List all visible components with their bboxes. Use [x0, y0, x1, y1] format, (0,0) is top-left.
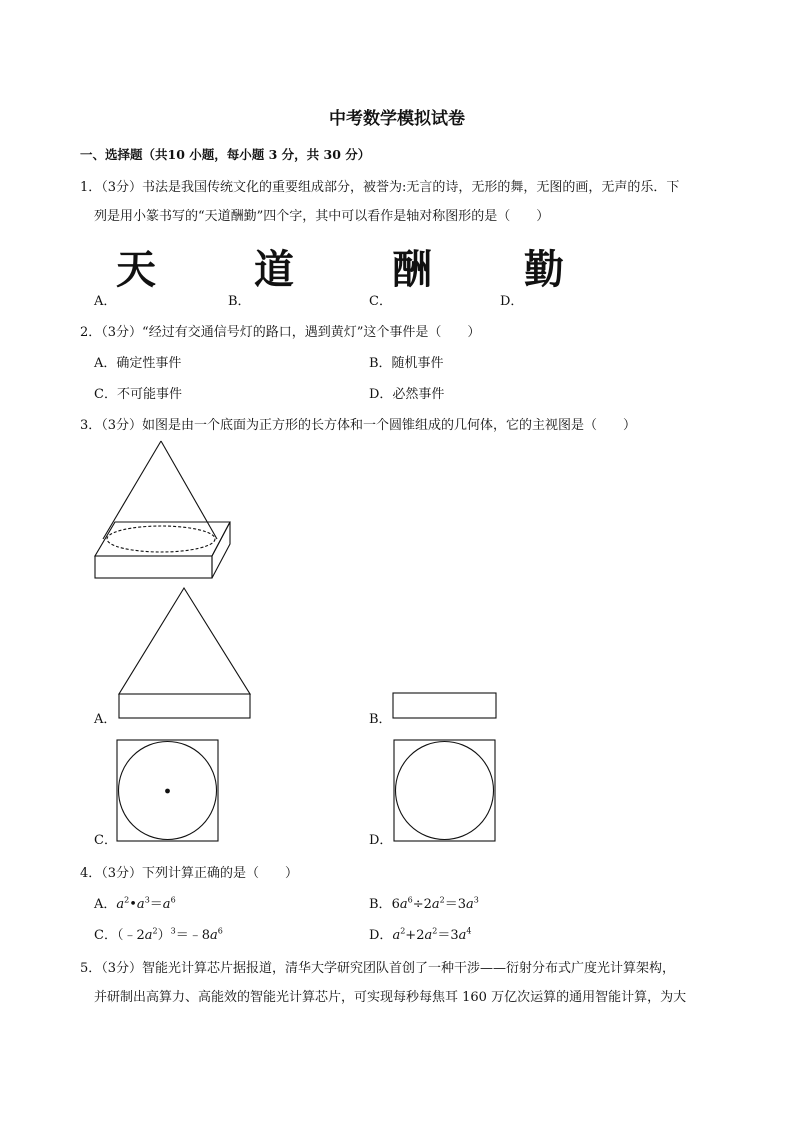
q3-option-b-label: B． [369, 712, 392, 727]
var-a: a [209, 928, 218, 943]
var-a: a [458, 928, 467, 943]
option-label: D． [369, 928, 393, 943]
open-paren-term: （﹣2 [116, 928, 145, 943]
var-a: a [466, 897, 474, 912]
square-outline [394, 740, 495, 841]
question-5-line-2: 并研制出高算力、高能效的智能光计算芯片，可实现每秒每焦耳 160 万亿次运算的通用智能计算，为大 [94, 990, 687, 1005]
q1-option-b-label: B． [228, 294, 251, 309]
equals-term: ＝3 [437, 928, 459, 943]
var-a: a [136, 897, 145, 912]
question-5-line-1: 5．（3分）智能光计算芯片据报道，清华大学研究团队首创了一种干涉——衍射分布式广度光计算架构， [80, 961, 676, 976]
q1-option-d-label: D． [500, 294, 524, 309]
q1-option-c-label: C． [369, 294, 392, 309]
option-label: B． [369, 897, 392, 912]
q4-option-b [369, 893, 479, 912]
close-paren: ） [157, 928, 171, 943]
q4-option-c [94, 924, 223, 943]
var-a: a [392, 928, 401, 943]
var-a: a [424, 928, 433, 943]
exponent: 6 [170, 895, 176, 905]
exponent: 2 [432, 926, 438, 936]
var-a: a [399, 897, 408, 912]
page-title: 中考数学模拟试卷 [329, 109, 465, 129]
exponent: 2 [400, 926, 406, 936]
q1-option-b-glyph: 道 [254, 246, 294, 293]
exponent: 2 [124, 895, 130, 905]
equals-term: ＝﹣8 [175, 928, 210, 943]
exponent: 3 [473, 895, 479, 905]
q2-option-a: A．确定性事件 [94, 356, 182, 371]
q1-option-a-glyph: 天 [116, 246, 156, 293]
q3-option-a-label: A． [94, 712, 117, 727]
exponent: 3 [144, 895, 150, 905]
option-label: C． [94, 928, 117, 943]
question-4-text: 4．（3分）下列计算正确的是（ ） [80, 866, 299, 881]
question-1-line-1: 1．（3分）书法是我国传统文化的重要组成部分，被誉为:无言的诗，无形的舞，无图的画，无声的乐．下 [80, 180, 680, 195]
q1-option-a-label: A． [94, 294, 117, 309]
exponent: 2 [439, 895, 445, 905]
var-a: a [116, 897, 125, 912]
question-1-line-2: 列是用小篆书写的“天道酬勤”四个字，其中可以看作是轴对称图形的是（ ） [94, 209, 550, 224]
q2-option-d: D．必然事件 [369, 387, 445, 402]
var-a: a [144, 928, 153, 943]
plus-term: +2 [405, 928, 425, 943]
q2-option-c: C．不可能事件 [94, 387, 182, 402]
q4-option-d [369, 924, 471, 943]
option-label: A． [94, 897, 117, 912]
equals-sign: ＝ [149, 897, 163, 912]
q1-option-c-glyph: 酬 [392, 246, 432, 293]
var-a: a [162, 897, 171, 912]
question-3-text: 3．（3分）如图是由一个底面为正方形的长方体和一个圆锥组成的几何体，它的主视图是（ ） [80, 418, 637, 433]
divide-term: ÷2 [412, 897, 432, 912]
var-a: a [431, 897, 440, 912]
equals-term: ＝3 [444, 897, 467, 912]
exponent: 3 [170, 926, 176, 936]
q3-option-c-label: C． [94, 833, 117, 848]
exponent: 6 [407, 895, 413, 905]
q2-option-b: B．随机事件 [369, 356, 444, 371]
inscribed-circle [396, 742, 494, 840]
section-heading: 一、选择题（共10 小题，每小题 3 分，共 30 分） [80, 147, 371, 162]
q4-option-a [94, 893, 176, 912]
q1-option-d-glyph: 勤 [524, 246, 564, 293]
coefficient: 6 [391, 897, 400, 912]
question-2-text: 2．（3分）“经过有交通信号灯的路口，遇到黄灯”这个事件是（ ） [80, 325, 481, 340]
exponent: 6 [217, 926, 223, 936]
exponent: 4 [466, 926, 472, 936]
dot-operator: • [129, 897, 137, 912]
q3-option-d-label: D． [369, 833, 393, 848]
exponent: 2 [152, 926, 158, 936]
